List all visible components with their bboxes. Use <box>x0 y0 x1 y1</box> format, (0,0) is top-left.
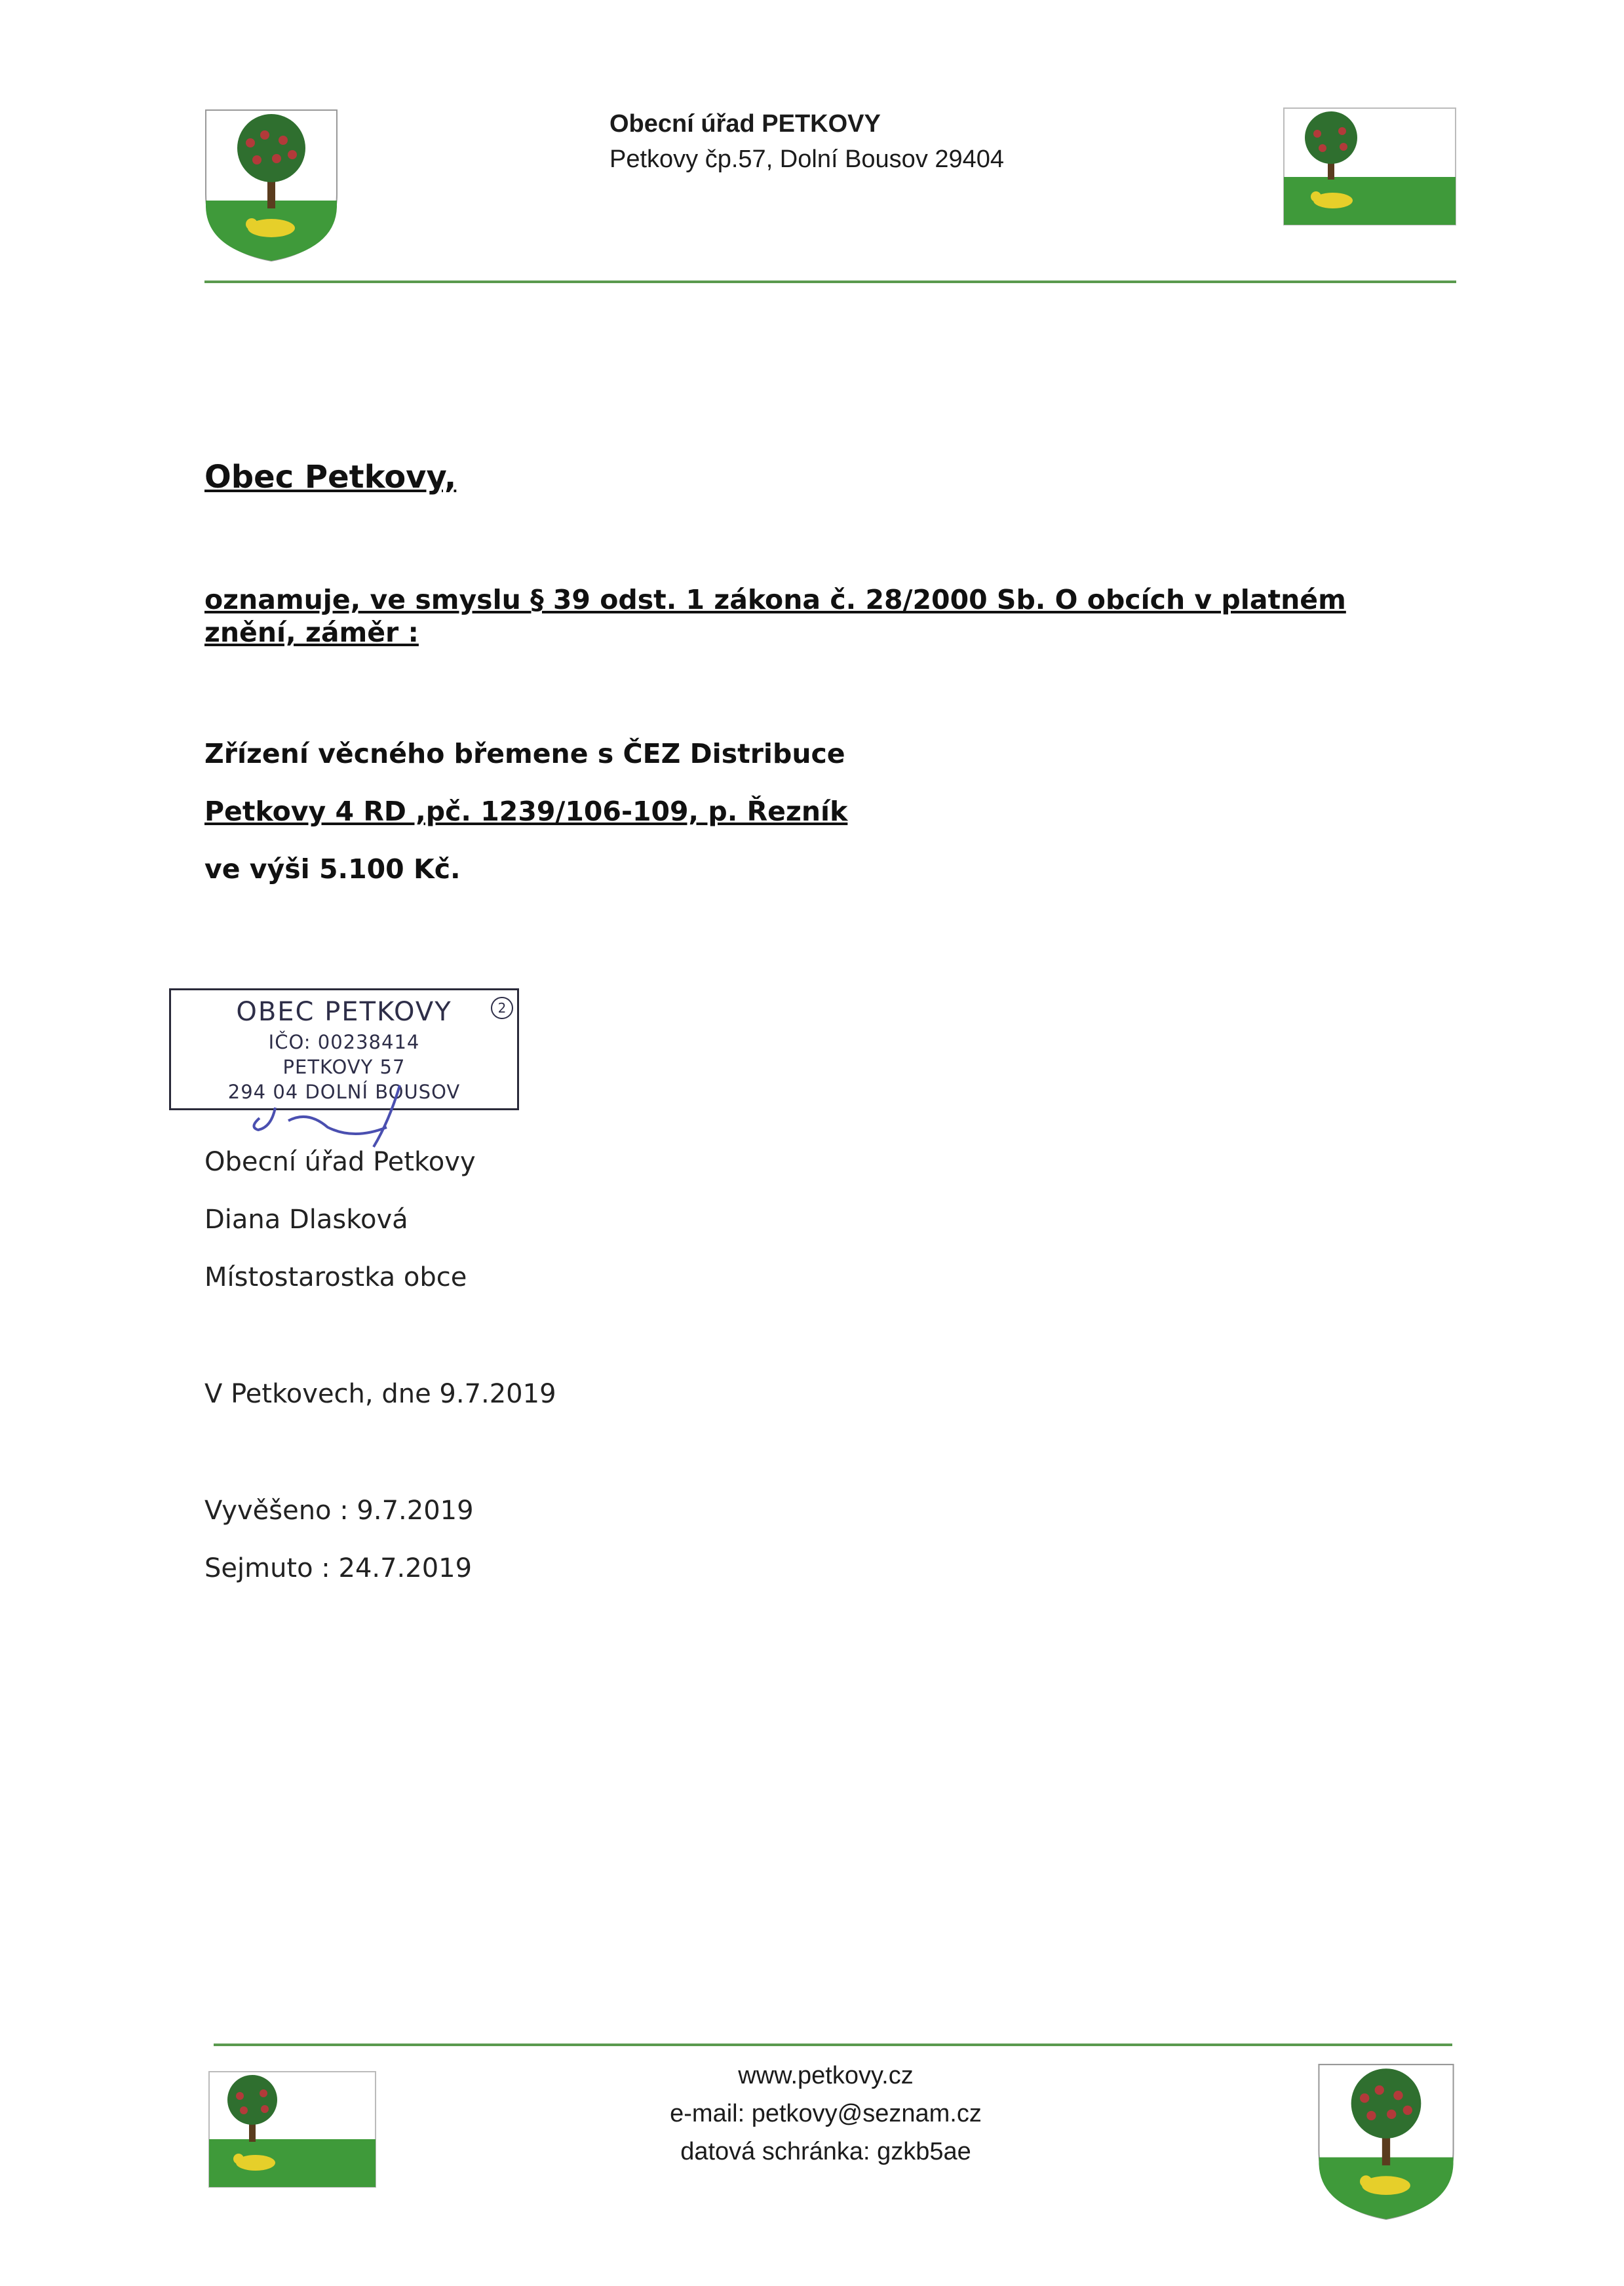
footer-email[interactable]: e-mail: petkovy@seznam.cz <box>670 2100 982 2127</box>
flag-icon <box>208 2071 376 2188</box>
stamp-ico: IČO: 00238414 <box>268 1031 420 1053</box>
stamp-street: PETKOVY 57 <box>282 1056 406 1078</box>
stamp-number: 2 <box>491 997 513 1019</box>
notice-subject: Zřízení věcného břemene s ČEZ Distribuce <box>204 738 845 769</box>
notice-amount: ve výši 5.100 Kč. <box>204 853 461 885</box>
signature-role: Místostarostka obce <box>204 1262 467 1292</box>
posted-date: Vyvěšeno : 9.7.2019 <box>204 1496 474 1526</box>
footer-divider <box>214 2044 1452 2046</box>
signature-office: Obecní úřad Petkovy <box>204 1147 476 1177</box>
office-address: Petkovy čp.57, Dolní Bousov 29404 <box>609 145 1005 173</box>
handwritten-signature <box>249 1081 419 1153</box>
coat-of-arms-shield-icon <box>204 109 338 262</box>
footer-website[interactable]: www.petkovy.cz <box>738 2062 914 2089</box>
place-and-date: V Petkovech, dne 9.7.2019 <box>204 1379 556 1409</box>
notice-heading: Obec Petkovy, <box>204 459 457 495</box>
coat-of-arms-shield-icon <box>1317 2063 1455 2220</box>
office-title: Obecní úřad PETKOVY <box>609 110 881 138</box>
stamp-name: OBEC PETKOVY <box>236 997 452 1027</box>
flag-icon <box>1283 107 1456 225</box>
footer-databox: datová schránka: gzkb5ae <box>680 2138 971 2165</box>
removed-date: Sejmuto : 24.7.2019 <box>204 1553 473 1583</box>
header-divider <box>204 281 1456 283</box>
notice-parcel: Petkovy 4 RD ,pč. 1239/106-109, p. Řezník <box>204 796 848 827</box>
notice-intro: oznamuje, ve smyslu § 39 odst. 1 zákona č. 28/2000 Sb. O obcích v platném znění, záměr : <box>204 584 1346 648</box>
signature-person: Diana Dlasková <box>204 1205 408 1235</box>
stamp-city: 294 04 DOLNÍ BOUSOV <box>227 1081 461 1103</box>
